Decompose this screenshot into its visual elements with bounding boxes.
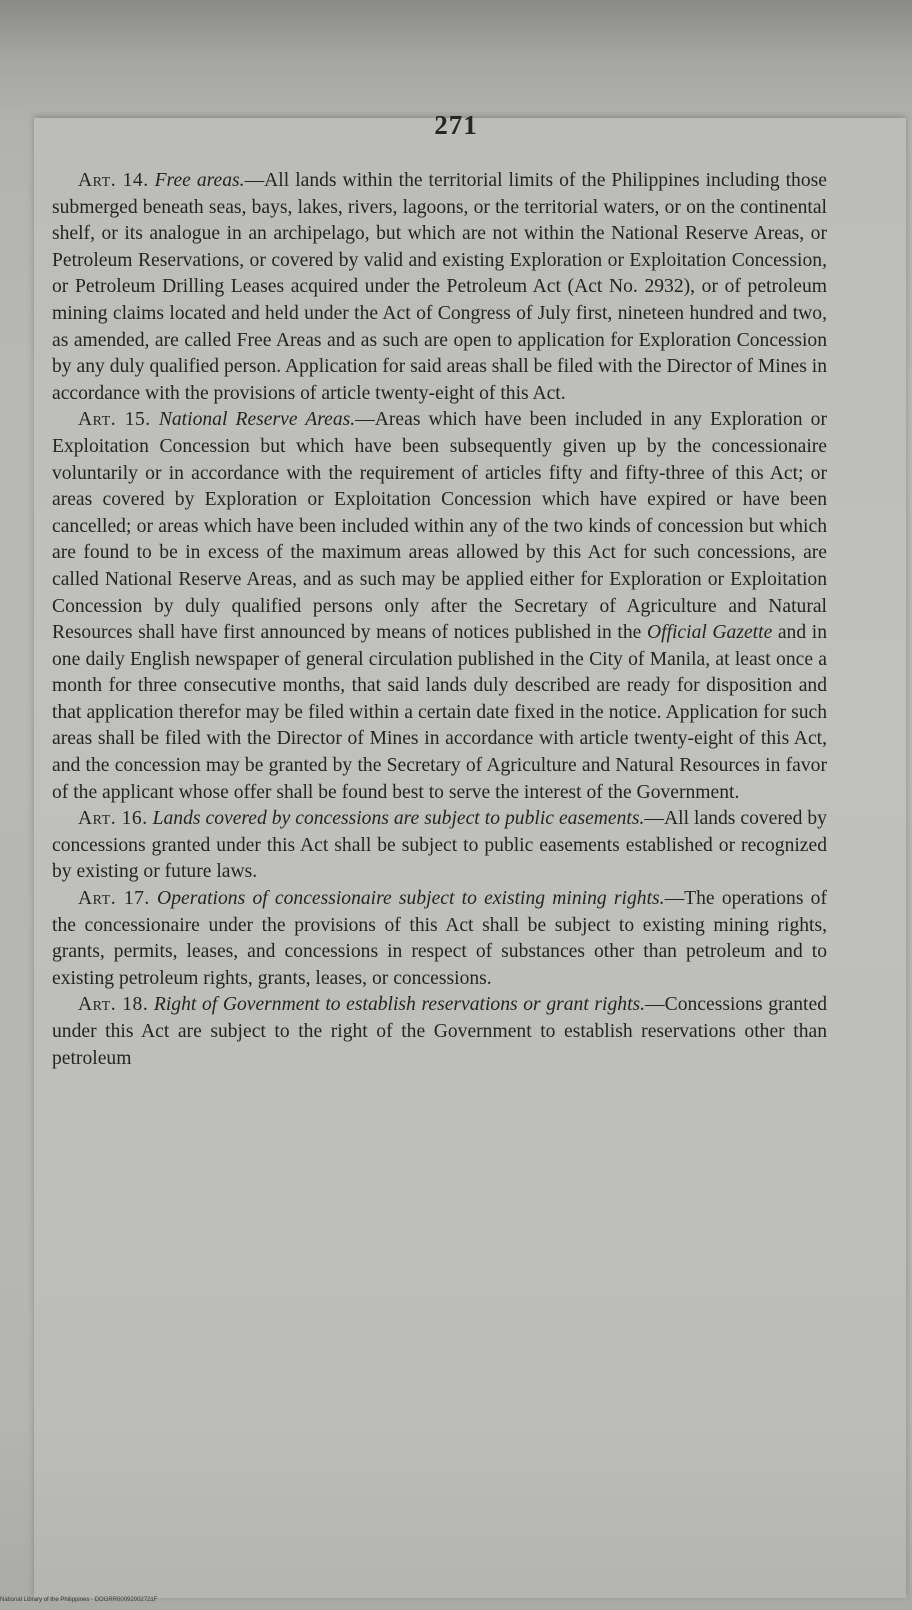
article-body: —All lands covered by concessions granted under this Act shall be subject to public easements established or recognized by existing or future laws. [52,808,827,883]
article-18 [52,992,827,1072]
article-body: —The operations of the concessionaire under the provisions of this Act shall be subject to existing mining rights, grants, permits, leases, and concessions in respect of substances other than petroleum and to existing petroleum rights, grants, leases, or concessions. [52,888,828,989]
official-gazette-emphasis: Official Gazette [646,622,773,644]
article-15 [52,407,827,806]
article-title: Free areas. [154,170,245,191]
article-body: —All lands within the territorial limits of the Philippines including those submerged beneath seas, bays, lakes, rivers, lagoons, or the territorial waters, or on the continental shelf, or its analogue in an archipelago, but which are not within the National Reserve Areas, or Petroleum Reservations, or covered by valid and existing Exploration or Exploitation Concession, or Petroleum Drilling Leases acquired under the Petroleum Act (Act No. 2932), or of petroleum mining claims located and held under the Act of Congress of July first, nineteen hundred and two, as amended, are called Free Areas and as such are open to application for Exploration Concession by any duly qualified person. Application for said areas shall be filed with the Director of Mines in accordance with the provisions of article twenty-eight of this Act. [52,170,827,404]
article-label: Art. 18. [78,994,149,1016]
article-label: Art. 14. [78,170,149,191]
article-17 [52,886,827,992]
article-title: Lands covered by concessions are subject to public easements. [152,808,645,830]
article-body-continued: and in one daily English newspaper of general circulation published in the City of Manila, at least once a month for three consecutive months, that said lands duly described are ready for disposition and that application therefor may be filed within a certain date fixed in the notice. Application for such areas shall be filed with the Director of Mines in accordance with article twenty-eight of this Act, and the concession may be granted by the Secretary of Agriculture and Natural Resources in favor of the applicant whose offer shall be found best to serve the interest of the Government. [52,622,827,803]
article-label: Art. 15. [78,409,151,431]
article-title: Operations of concessionaire subject to existing mining rights. [157,888,665,910]
article-label: Art. 16. [78,808,148,830]
article-body: —Areas which have been included in any Exploration or Exploitation Concession but which have been subsequently given up by the concessionaire voluntarily or in accordance with the requirement of articles fifty and fifty-three of this Act; or areas covered by Exploration or Exploitation Concession which have expired or have been cancelled; or areas which have been included within any of the two kinds of concession but which are found to be in excess of the maximum areas allowed by this Act for such concessions, are called National Reserve Areas, and as such may be applied either for Exploration or Exploitation Concession by duly qualified persons only after the Secretary of Agriculture and Natural Resources shall have first announced by means of notices published in the [52,409,827,644]
article-body: —Concessions granted under this Act are subject to the right of the Government to establish reservations other than petroleum [52,994,827,1069]
article-14 [52,168,827,407]
page-body [52,168,827,1072]
article-label: Art. 17. [78,888,150,910]
page-number: 271 [434,110,478,140]
article-16 [52,806,827,886]
article-title: Right of Government to establish reservations or grant rights. [153,994,646,1016]
scan-footer-caption: National Library of the Philippines · DOGRR00092002721F [0,1597,158,1603]
article-title: National Reserve Areas. [158,409,356,431]
